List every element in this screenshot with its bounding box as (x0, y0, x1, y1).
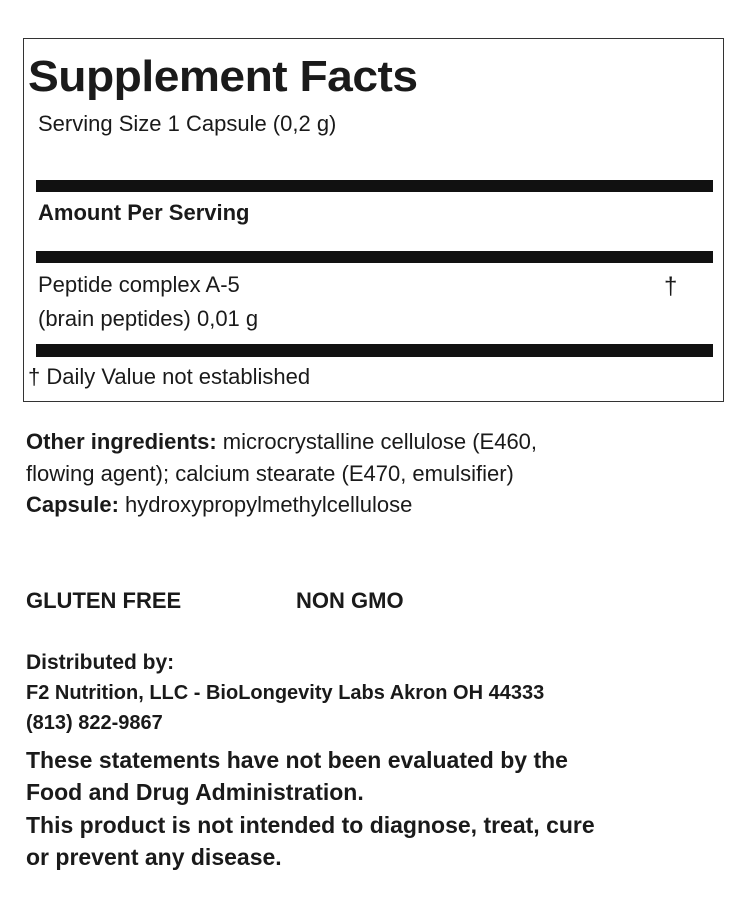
distributor-heading: Distributed by: (26, 651, 175, 674)
supplement-facts-panel (23, 38, 724, 402)
capsule-label: Capsule: (26, 492, 119, 517)
capsule-text: hydroxypropylmethylcellulose (118, 492, 413, 517)
disclaimer-line: Food and Drug Administration. (26, 779, 364, 805)
daily-value-note: † Daily Value not established (28, 364, 311, 389)
gluten-free-badge: GLUTEN FREE (26, 588, 182, 613)
facts-title: Supplement Facts (28, 52, 418, 101)
divider-bar (36, 344, 713, 357)
disclaimer-line: These statements have not been evaluated by the (26, 747, 568, 773)
non-gmo-badge: NON GMO (296, 588, 404, 613)
daily-value-symbol: † (664, 273, 678, 300)
disclaimer-line: or prevent any disease. (26, 844, 282, 870)
divider-bar (36, 251, 713, 263)
disclaimer-line: This product is not intended to diagnose, treat, cure (26, 812, 595, 838)
other-ingredients-label: Other ingredients: (26, 429, 217, 454)
serving-size: Serving Size 1 Capsule (0,2 g) (38, 111, 337, 136)
other-ingredients-text: microcrystalline cellulose (E460, (216, 429, 538, 454)
distributor-phone: (813) 822-9867 (26, 712, 163, 734)
distributor-address: F2 Nutrition, LLC - BioLongevity Labs Akron OH 44333 (26, 682, 545, 704)
divider-bar (36, 180, 713, 192)
ingredient-name: Peptide complex A-5 (38, 272, 240, 297)
other-ingredients-line2: flowing agent); calcium stearate (E470, emulsifier) (26, 461, 514, 486)
amount-per-serving-heading: Amount Per Serving (38, 200, 250, 225)
ingredient-amount: (brain peptides) 0,01 g (38, 306, 259, 331)
other-ingredients-line1 (26, 429, 537, 455)
capsule-line (26, 492, 412, 518)
